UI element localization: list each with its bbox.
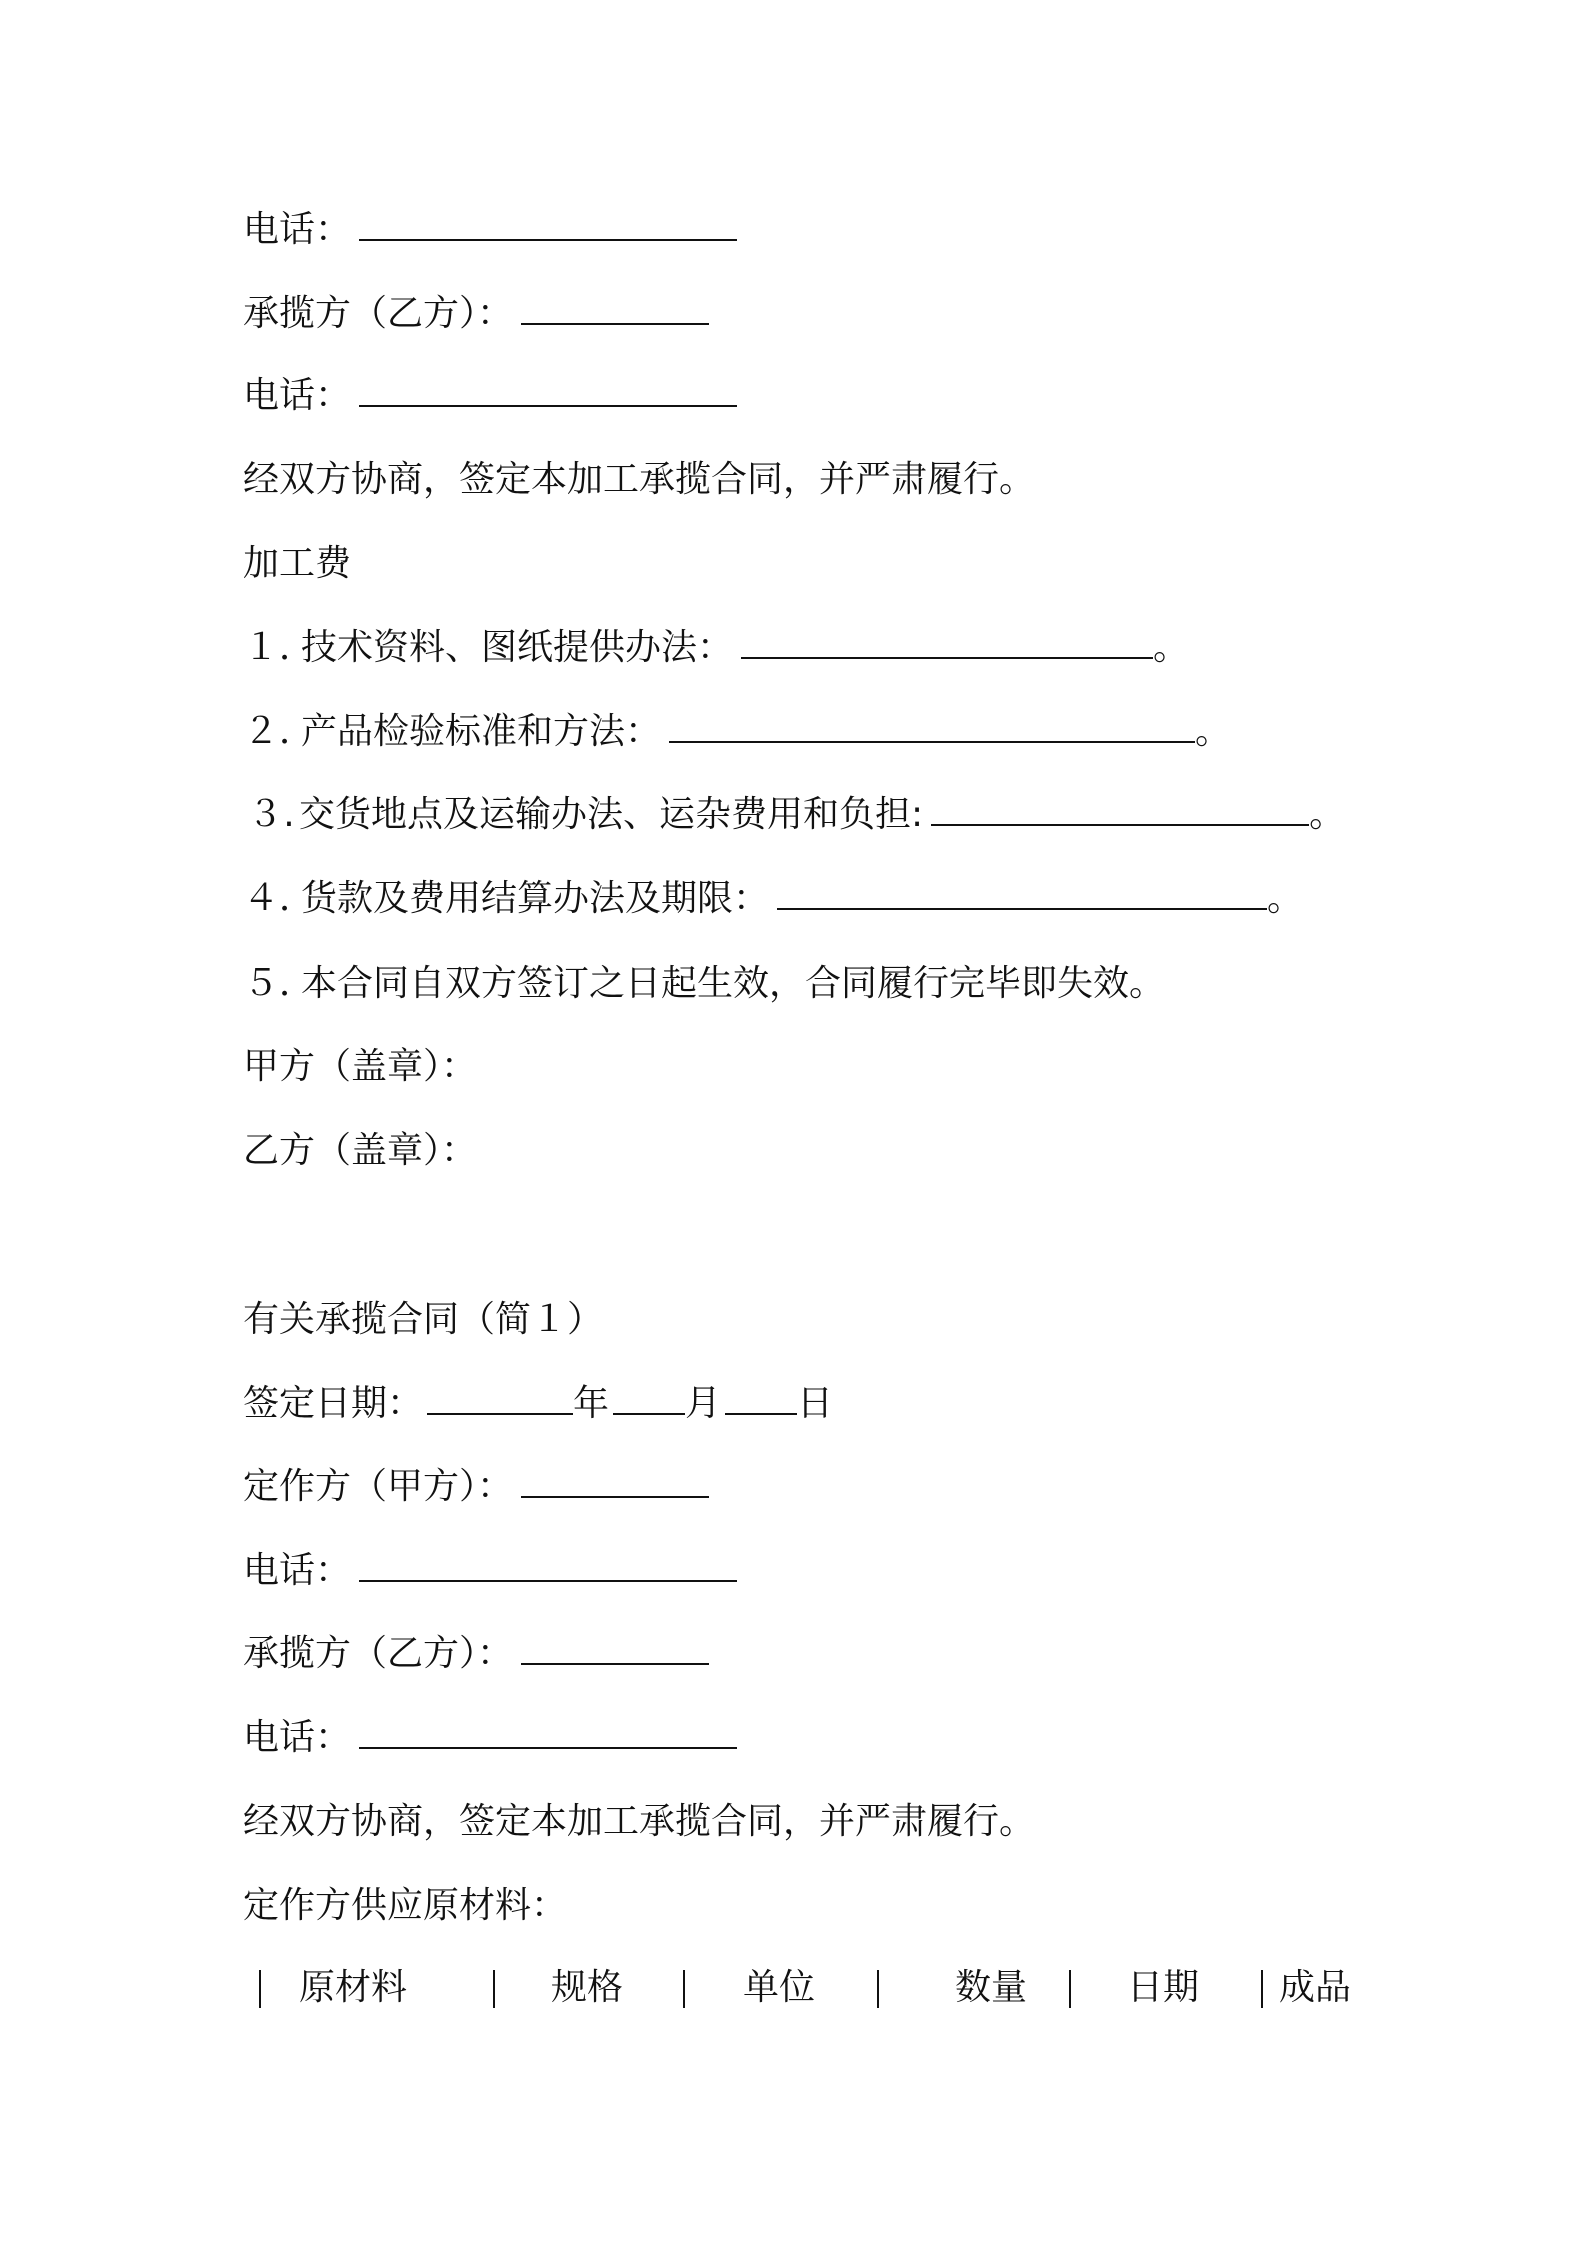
day-blank[interactable] bbox=[725, 1383, 797, 1415]
party-b-seal: 乙方（盖章）： bbox=[243, 1130, 478, 1171]
phone-blank[interactable] bbox=[359, 375, 737, 407]
column-header-unit: 单位 bbox=[743, 1967, 816, 2008]
party-a-seal: 甲方（盖章）： bbox=[243, 1046, 478, 1087]
clause-number: ５． bbox=[243, 963, 316, 1004]
phone-line-3 bbox=[243, 1547, 737, 1595]
contractor-blank[interactable] bbox=[521, 293, 709, 325]
section-title: 有关承揽合同（简１） bbox=[243, 1299, 604, 1340]
clause-text: 技术资料、图纸提供办法： bbox=[301, 627, 734, 668]
column-divider bbox=[683, 1970, 685, 2008]
year-blank[interactable] bbox=[427, 1383, 573, 1415]
clause-blank[interactable] bbox=[931, 794, 1309, 826]
clause-blank[interactable] bbox=[669, 711, 1195, 743]
column-header-quantity: 数量 bbox=[955, 1967, 1028, 2008]
column-header-date: 日期 bbox=[1127, 1967, 1200, 2008]
orderer-blank[interactable] bbox=[521, 1466, 709, 1498]
materials-table-header bbox=[243, 1960, 1363, 2016]
column-header-spec: 规格 bbox=[551, 1967, 624, 2008]
clause-1 bbox=[243, 624, 1189, 672]
orderer-label: 定作方（甲方）： bbox=[243, 1466, 514, 1507]
contractor-label: 承揽方（乙方）： bbox=[243, 293, 514, 334]
processing-fee-heading: 加工费 bbox=[243, 543, 352, 584]
contractor-line-1 bbox=[243, 290, 709, 338]
clause-number: ２． bbox=[243, 711, 316, 752]
phone-label: 电话： bbox=[243, 1550, 352, 1591]
clause-2 bbox=[243, 708, 1231, 756]
clause-5 bbox=[243, 960, 1165, 1008]
phone-line-4 bbox=[243, 1714, 737, 1762]
column-header-product: 成品 bbox=[1279, 1967, 1352, 2008]
phone-label: 电话： bbox=[243, 209, 352, 250]
phone-blank[interactable] bbox=[359, 1550, 737, 1582]
clause-text: 产品检验标准和方法： bbox=[301, 711, 662, 752]
period: 。 bbox=[1153, 627, 1190, 668]
orderer-line bbox=[243, 1463, 709, 1511]
clause-blank[interactable] bbox=[741, 627, 1153, 659]
month-label: 月 bbox=[685, 1383, 722, 1424]
period: 。 bbox=[1267, 878, 1304, 919]
column-divider bbox=[493, 1970, 495, 2008]
clause-number: １． bbox=[243, 627, 316, 668]
column-divider bbox=[877, 1970, 879, 2008]
phone-blank[interactable] bbox=[359, 209, 737, 241]
column-divider bbox=[1261, 1970, 1263, 2008]
phone-blank[interactable] bbox=[359, 1717, 737, 1749]
phone-label: 电话： bbox=[243, 375, 352, 416]
clause-3 bbox=[243, 791, 1345, 839]
column-header-raw-material: 原材料 bbox=[299, 1967, 408, 2008]
clause-number: ４． bbox=[243, 878, 316, 919]
phone-line-2 bbox=[243, 372, 737, 420]
day-label: 日 bbox=[797, 1383, 834, 1424]
materials-label: 定作方供应原材料： bbox=[243, 1885, 568, 1926]
year-label: 年 bbox=[573, 1383, 610, 1424]
agreement-line-1: 经双方协商，签定本加工承揽合同，并严肃履行。 bbox=[243, 459, 1036, 500]
contractor-label: 承揽方（乙方）： bbox=[243, 1633, 514, 1674]
clause-number: ３. bbox=[247, 794, 295, 835]
period: 。 bbox=[1195, 711, 1232, 752]
contractor-line-2 bbox=[243, 1630, 709, 1678]
clause-text: 交货地点及运输办法、运杂费用和负担: bbox=[299, 794, 924, 835]
sign-date-line bbox=[243, 1380, 833, 1428]
period: 。 bbox=[1309, 794, 1346, 835]
column-divider bbox=[1069, 1970, 1071, 2008]
contractor-blank[interactable] bbox=[521, 1633, 709, 1665]
month-blank[interactable] bbox=[613, 1383, 685, 1415]
clause-blank[interactable] bbox=[777, 878, 1267, 910]
clause-text: 本合同自双方签订之日起生效，合同履行完毕即失效。 bbox=[301, 963, 1166, 1004]
phone-label: 电话： bbox=[243, 1717, 352, 1758]
sign-date-label: 签定日期： bbox=[243, 1383, 424, 1424]
clause-text: 货款及费用结算办法及期限： bbox=[301, 878, 770, 919]
column-divider bbox=[259, 1970, 261, 2008]
phone-line-1 bbox=[243, 206, 737, 254]
clause-4 bbox=[243, 875, 1303, 923]
agreement-line-2: 经双方协商，签定本加工承揽合同，并严肃履行。 bbox=[243, 1801, 1036, 1842]
